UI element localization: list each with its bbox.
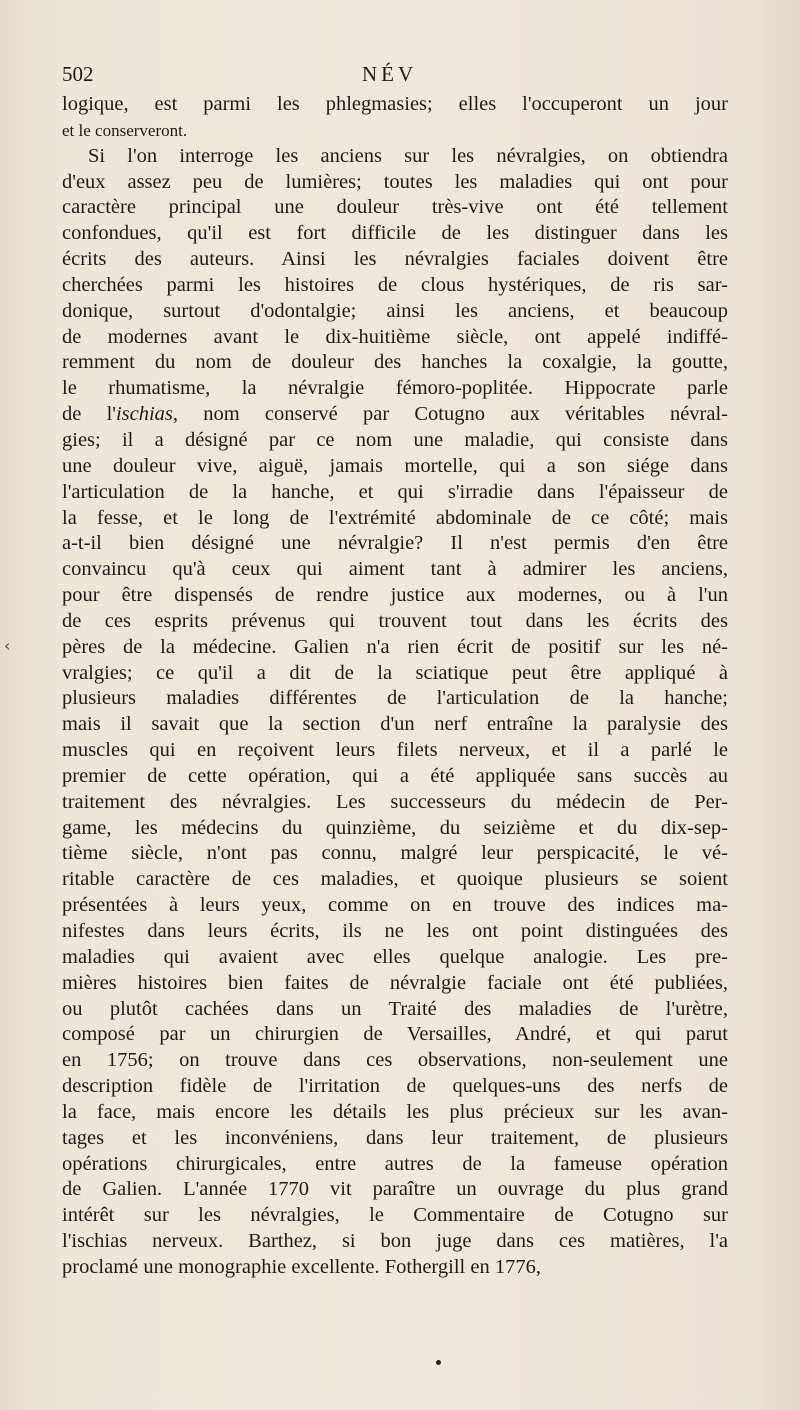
text-line: intérêt sur les névralgies, le Commentaire de Cotugno sur [62, 1204, 728, 1227]
text-line: premier de cette opération, qui a été appliquée sans succès au [62, 764, 728, 787]
text-line: la face, mais encore les détails les plus précieux sur les avan- [62, 1100, 728, 1123]
text-line: la fesse, et le long de l'extrémité abdominale de ce côté; mais [62, 506, 728, 529]
text-line: muscles qui en reçoivent leurs filets nerveux, et il a parlé le [62, 739, 728, 762]
text-line: mais il savait que la section d'un nerf entraîne la paralysie des [62, 713, 728, 736]
text-line: donique, surtout d'odontalgie; ainsi les anciens, et beaucoup [62, 299, 728, 322]
text-line: et le conserveront. [62, 120, 188, 140]
text-line: ou plutôt cachées dans un Traité des maladies de l'urètre, [62, 997, 728, 1020]
text-line: tages et les inconvéniens, dans leur traitement, de plusieurs [62, 1126, 728, 1149]
text-line: en 1756; on trouve dans ces observations, non-seulement une [62, 1049, 728, 1072]
text-line: convaincu qu'à ceux qui aiment tant à admirer les anciens, [62, 558, 728, 581]
page-number: 502 [62, 62, 94, 86]
text-line: de l'ischias, nom conservé par Cotugno aux véritables névral- [62, 403, 728, 426]
text-line: maladies qui avaient avec elles quelque analogie. Les pre- [62, 945, 728, 968]
page-header [62, 62, 732, 90]
text-line: plusieurs maladies différentes de l'articulation de la hanche; [62, 687, 728, 710]
margin-mark: ‹ [4, 636, 11, 655]
text-line: de ces esprits prévenus qui trouvent tout dans les écrits des [62, 609, 728, 632]
text-line: traitement des névralgies. Les successeurs du médecin de Per- [62, 790, 728, 813]
text-line: mières histoires bien faites de névralgie faciale ont été publiées, [62, 971, 728, 994]
text-line: Si l'on interroge les anciens sur les névralgies, on obtiendra [88, 144, 728, 167]
text-line: le rhumatisme, la névralgie fémoro-poplitée. Hippocrate parle [62, 377, 728, 400]
text-line: a-t-il bien désigné une névralgie? Il n'est permis d'en être [62, 532, 728, 555]
text-line: de Galien. L'année 1770 vit paraître un ouvrage du plus grand [62, 1178, 728, 1201]
text-line: nifestes dans leurs écrits, ils ne les ont point distinguées des [62, 920, 728, 942]
text-line: remment du nom de douleur des hanches la coxalgie, la goutte, [62, 351, 728, 374]
running-head: NÉV [362, 62, 418, 86]
body-text [62, 92, 728, 1281]
text-line: tième siècle, n'ont pas connu, malgré leur perspicacité, le vé- [62, 842, 728, 865]
text-line: une douleur vive, aiguë, jamais mortelle, qui a son siége dans [62, 454, 728, 477]
text-line: ritable caractère de ces maladies, et quoique plusieurs se soient [62, 868, 728, 891]
text-line: de modernes avant le dix-huitième siècle, ont appelé indiffé- [62, 325, 728, 348]
text-line: game, les médecins du quinzième, du seizième et du dix-sep- [62, 816, 728, 839]
text-line: logique, est parmi les phlegmasies; elles l'occuperont un jour [62, 93, 728, 115]
text-line: écrits des auteurs. Ainsi les névralgies faciales doivent être [62, 248, 728, 271]
text-line: vralgies; ce qu'il a dit de la sciatique peut être appliqué à [62, 661, 728, 684]
text-line: cherchées parmi les histoires de clous hystériques, de ris sar- [62, 273, 728, 296]
text-line: l'articulation de la hanche, et qui s'irradie dans l'épaisseur de [62, 480, 728, 503]
text-line: caractère principal une douleur très-vive ont été tellement [62, 196, 728, 219]
text-line: l'ischias nerveux. Barthez, si bon juge dans ces matières, l'a [62, 1230, 728, 1253]
text-line: présentées à leurs yeux, comme on en trouve des indices ma- [62, 894, 728, 917]
footer-dot [436, 1360, 441, 1365]
text-line: confondues, qu'il est fort difficile de les distinguer dans les [62, 222, 728, 245]
text-line: pour être dispensés de rendre justice aux modernes, ou à l'un [62, 584, 728, 607]
text-line: d'eux assez peu de lumières; toutes les maladies qui ont pour [62, 170, 728, 193]
text-line: description fidèle de l'irritation de quelques-uns des nerfs de [62, 1075, 728, 1098]
text-line: pères de la médecine. Galien n'a rien écrit de positif sur les né- [62, 635, 728, 658]
text-line: proclamé une monographie excellente. Fothergill en 1776, [62, 1255, 541, 1278]
text-line: composé par un chirurgien de Versailles, André, et qui parut [62, 1023, 728, 1046]
text-line: gies; il a désigné par ce nom une maladie, qui consiste dans [62, 428, 728, 451]
text-line: opérations chirurgicales, entre autres de la fameuse opération [62, 1152, 728, 1175]
